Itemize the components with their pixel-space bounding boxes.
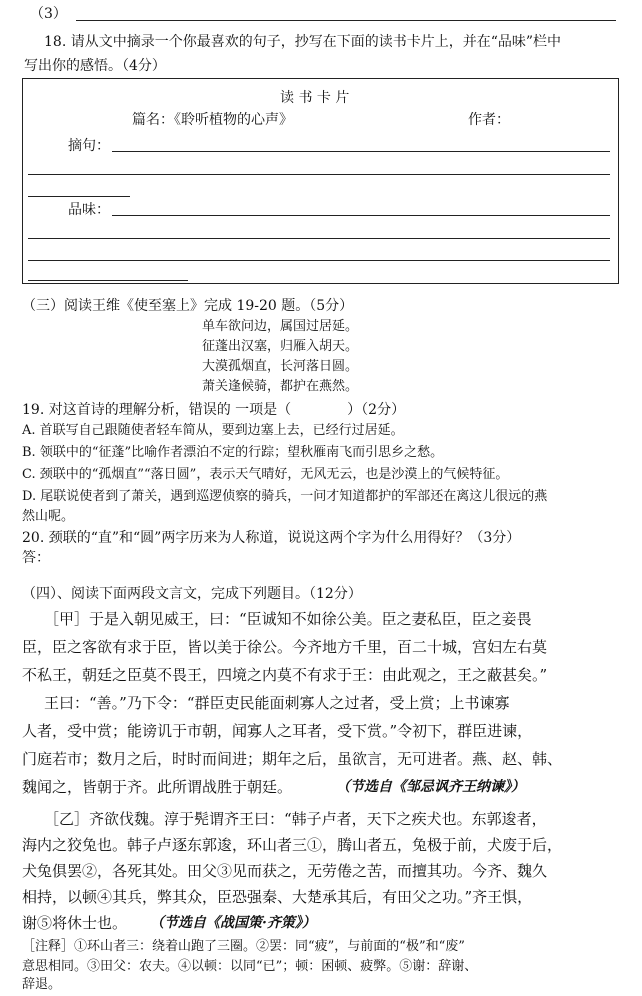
jia-line-2: 臣，臣之客欲有求于臣，皆以美于徐公。今齐地方千里，百二十城，宫妇左右莫 [22, 638, 548, 656]
card-excerpt-label: 摘句： [68, 138, 110, 154]
q18-stem-line1: 18. 请从文中摘录一个你最喜欢的句子，抄写在下面的读书卡片上，并在“品味”栏中 [44, 34, 562, 50]
poem-line-1: 单车欲问边，属国过居延。 [202, 319, 359, 334]
reflection-line-1[interactable] [112, 215, 610, 216]
q19-option-a[interactable]: A. 首联写自己跟随使者轻车简从，要到边塞上去，已经行过居延。 [22, 423, 404, 438]
part3-heading: （三）阅读王维《使至塞上》完成 19-20 题。（5分） [22, 298, 354, 314]
notes-line-2: 意思相同。③田父：农夫。④以顿：以同“已”；顿：困顿、疲弊。⑤谢：辞谢、 [22, 959, 478, 974]
excerpt-line-2[interactable] [28, 174, 610, 175]
q19-option-d-line1[interactable]: D. 尾联说使者到了萧关，遇到巡逻侦察的骑兵，一问才知道都护的军部还在离这儿很远的燕 [22, 489, 548, 504]
reflection-line-3[interactable] [28, 260, 610, 261]
q3-label: （3） [30, 6, 67, 22]
jia-line-7: 魏闻之，皆朝于齐。此所谓战胜于朝廷。 [22, 778, 293, 796]
jia-line-3: 不私王，朝廷之臣莫不畏王，四境之内莫不有求于王：由此观之，王之蔽甚矣。” [22, 666, 548, 684]
q18-stem-line2: 写出你的感悟。（4分） [24, 58, 166, 74]
jia-line-5: 人者，受中赏；能谤讥于市朝，闻寡人之耳者，受下赏。”令初下，群臣进谏， [22, 722, 533, 740]
q19-stem: 19. 对这首诗的理解分析，错误的 一项是（ ）（2分） [22, 402, 406, 418]
yi-line-4: 相持，以顿④其兵，弊其众，臣恐强秦、大楚承其后，有田父之功。”齐王惧， [22, 888, 533, 906]
poem-line-3: 大漠孤烟直，长河落日圆。 [202, 359, 359, 374]
q19-option-b[interactable]: B. 领联中的“征蓬”比喻作者漂泊不定的行踪；望秋雁南飞而引思乡之愁。 [22, 445, 444, 460]
q20-stem: 20. 颈联的“直”和“圆”两字历来为人称道，说说这两个字为什么用得好？（3分） [22, 530, 521, 546]
notes-line-3: 辞退。 [22, 977, 62, 992]
jia-line-1: ［甲］于是入朝见威王，曰：“臣诚知不如徐公美。臣之妻私臣，臣之妾畏 [44, 610, 532, 628]
poem-line-4: 萧关逢候骑，都护在燕然。 [202, 379, 359, 394]
excerpt-line-3[interactable] [28, 196, 130, 197]
jia-source: （节选自《邹忌讽齐王纳谏》） [336, 779, 525, 795]
part4-heading: （四）、阅读下面两段文言文，完成下列题目。（12分） [22, 586, 362, 602]
yi-line-5: 谢⑤将休士也。 [22, 914, 128, 932]
poem-line-2: 征蓬出汉塞，归雁入胡天。 [202, 339, 359, 354]
jia-line-4: 王曰：“善。”乃下令：“群臣吏民能面刺寡人之过者，受上赏；上书谏寡 [44, 694, 510, 712]
card-article-name: 篇名：《聆听植物的心声》 [132, 112, 293, 128]
q20-answer-label: 答： [22, 550, 50, 566]
notes-line-1: ［注释］①环山者三：绕着山跑了三圈。②罢：同“疲”，与前面的“极”和“废” [22, 939, 465, 954]
card-reflection-label: 品味： [68, 202, 110, 218]
q3-answer-line [76, 20, 616, 21]
q19-option-c[interactable]: C. 颈联中的“孤烟直”“落日圆”，表示天气晴好，无风无云，也是沙漠上的气候特征。 [22, 467, 509, 482]
yi-source: （节选自《战国策·齐策》） [150, 915, 316, 931]
reading-card [22, 78, 619, 284]
yi-line-1: ［乙］齐欲伐魏。淳于髡谓齐王曰：“韩子卢者，天下之疾犬也。东郭逡者， [44, 810, 547, 828]
reflection-line-2[interactable] [28, 238, 610, 239]
card-title: 读 书 卡 片 [280, 90, 350, 106]
yi-line-3: 犬兔俱罢②，各死其处。田父③见而获之，无劳倦之苦，而擅其功。今齐、魏久 [22, 862, 548, 880]
jia-line-6: 门庭若市；数月之后，时时而间进；期年之后，虽欲言，无可进者。燕、赵、韩、 [22, 750, 563, 768]
reflection-line-4[interactable] [28, 280, 188, 281]
card-author-label: 作者： [468, 112, 510, 128]
q19-option-d-line2: 然山呢。 [22, 509, 75, 524]
excerpt-line-1[interactable] [112, 151, 610, 152]
yi-line-2: 海内之狡兔也。韩子卢逐东郭逡，环山者三①，腾山者五，兔极于前，犬废于后， [22, 836, 563, 854]
